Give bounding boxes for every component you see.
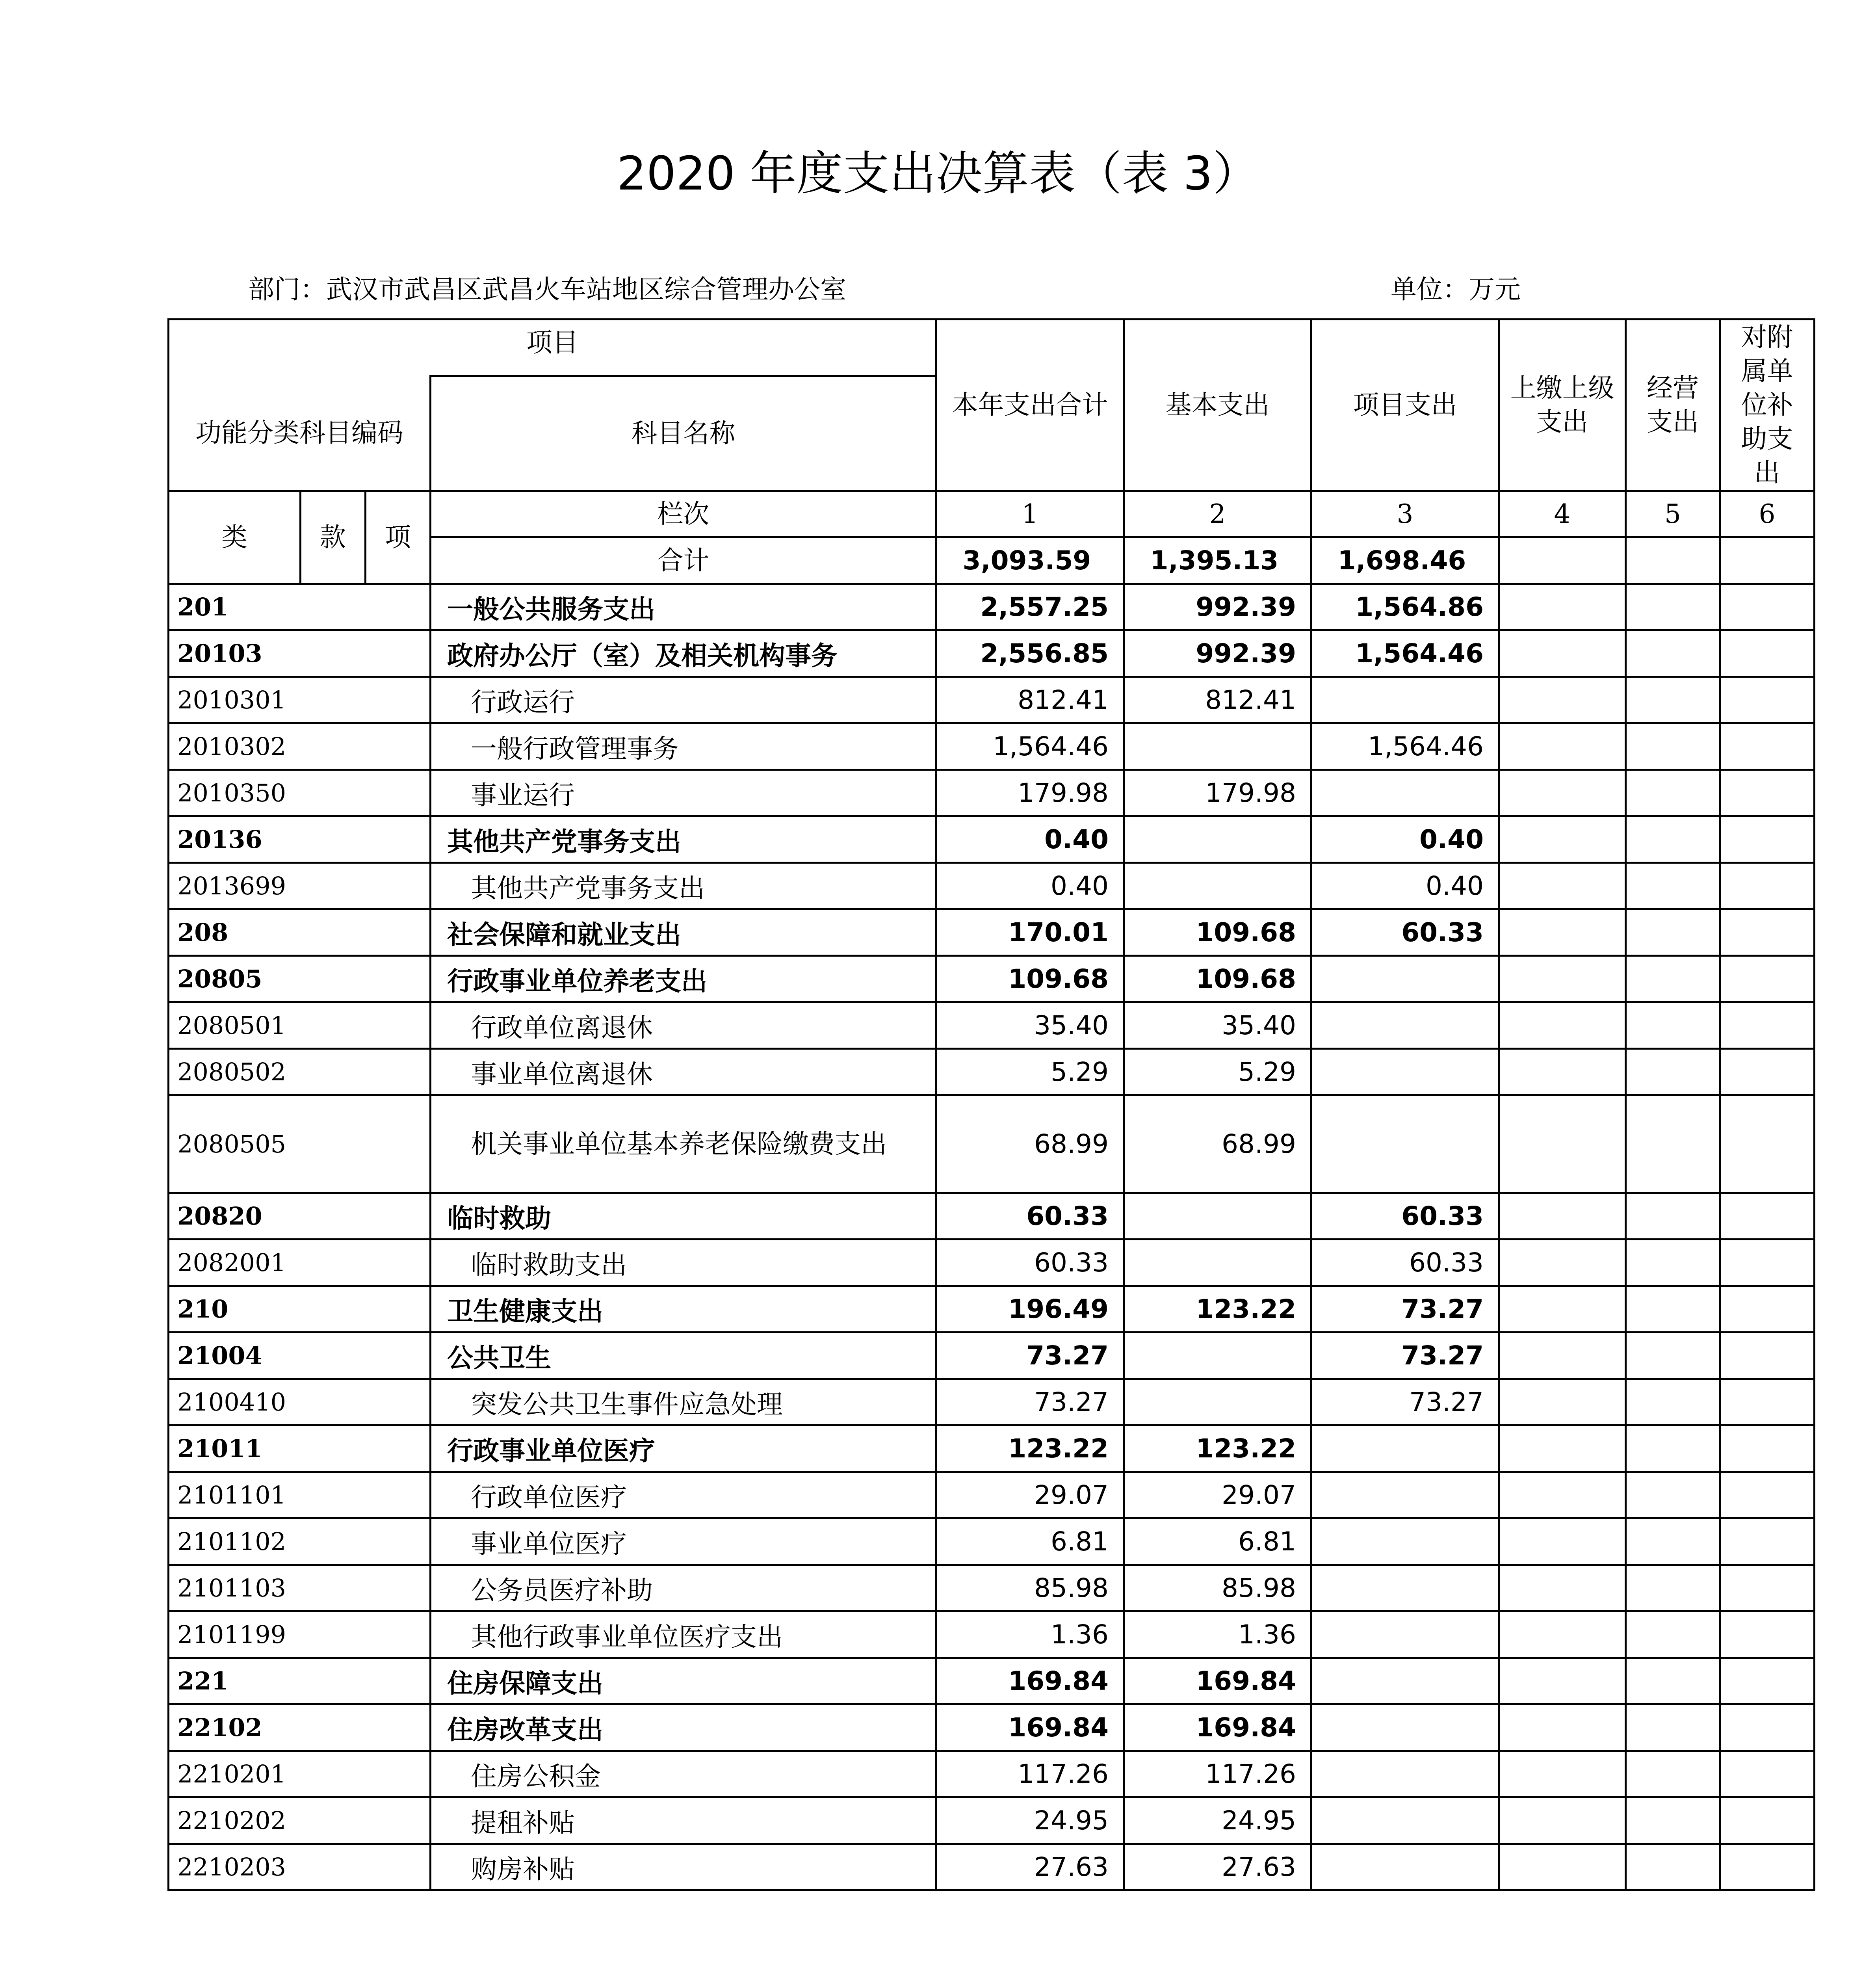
upper-value	[1499, 1193, 1626, 1240]
basic-value: 179.98	[1124, 770, 1311, 816]
total-value: 123.22	[936, 1425, 1124, 1472]
project-value: 73.27	[1311, 1286, 1499, 1333]
table-row	[169, 1193, 1815, 1240]
subject-code: 2101199	[169, 1611, 431, 1658]
subject-name: 其他行政事业单位医疗支出	[431, 1611, 936, 1658]
table-row	[169, 1518, 1815, 1565]
business-value	[1626, 1049, 1720, 1095]
header-basic: 基本支出	[1124, 320, 1311, 491]
basic-value: 68.99	[1124, 1095, 1311, 1193]
table-row	[169, 1002, 1815, 1049]
table-row	[169, 1751, 1815, 1797]
basic-value: 1.36	[1124, 1611, 1311, 1658]
basic-value: 812.41	[1124, 677, 1311, 723]
subsidy-value	[1720, 956, 1815, 1002]
subject-name: 一般公共服务支出	[431, 584, 936, 630]
business-value	[1626, 1472, 1720, 1518]
table-row	[169, 1611, 1815, 1658]
total-value: 5.29	[936, 1049, 1124, 1095]
header-project: 项目支出	[1311, 320, 1499, 491]
total-value: 0.40	[936, 863, 1124, 909]
subject-name: 社会保障和就业支出	[431, 909, 936, 956]
upper-value	[1499, 956, 1626, 1002]
subsidy-value	[1720, 1333, 1815, 1379]
table-row	[169, 1565, 1815, 1611]
subject-code: 22102	[169, 1704, 431, 1751]
basic-value: 169.84	[1124, 1658, 1311, 1704]
project-value: 60.33	[1311, 1193, 1499, 1240]
business-value	[1626, 677, 1720, 723]
table-row	[169, 1797, 1815, 1844]
total-value: 85.98	[936, 1565, 1124, 1611]
upper-value	[1499, 1333, 1626, 1379]
table-row	[169, 630, 1815, 677]
subject-code: 21011	[169, 1425, 431, 1472]
project-value	[1311, 1425, 1499, 1472]
subsidy-value	[1720, 1844, 1815, 1890]
subsidy-value	[1720, 1611, 1815, 1658]
subject-code: 2010350	[169, 770, 431, 816]
subject-code: 221	[169, 1658, 431, 1704]
basic-value: 992.39	[1124, 630, 1311, 677]
header-func-code: 功能分类科目编码	[169, 376, 431, 491]
total-value: 169.84	[936, 1658, 1124, 1704]
upper-value	[1499, 1518, 1626, 1565]
subject-name: 公务员医疗补助	[431, 1565, 936, 1611]
business-value	[1626, 1286, 1720, 1333]
table-row	[169, 1425, 1815, 1472]
business-value	[1626, 1565, 1720, 1611]
subsidy-value	[1720, 1193, 1815, 1240]
total-value: 1,564.46	[936, 723, 1124, 770]
total-value: 27.63	[936, 1844, 1124, 1890]
subject-code: 201	[169, 584, 431, 630]
business-value	[1626, 816, 1720, 863]
subject-name: 提租补贴	[431, 1797, 936, 1844]
project-value	[1311, 1844, 1499, 1890]
upper-value	[1499, 1240, 1626, 1286]
upper-value	[1499, 816, 1626, 863]
table-row	[169, 1286, 1815, 1333]
subsidy-value	[1720, 1002, 1815, 1049]
business-value	[1626, 1193, 1720, 1240]
project-value	[1311, 1797, 1499, 1844]
basic-value	[1124, 1240, 1311, 1286]
total-value: 196.49	[936, 1286, 1124, 1333]
basic-value: 109.68	[1124, 956, 1311, 1002]
project-value	[1311, 1518, 1499, 1565]
subject-name: 政府办公厅（室）及相关机构事务	[431, 630, 936, 677]
project-value	[1311, 1049, 1499, 1095]
total-value: 1.36	[936, 1611, 1124, 1658]
subsidy-value	[1720, 584, 1815, 630]
col-number-1: 1	[936, 491, 1124, 537]
subject-name: 事业单位医疗	[431, 1518, 936, 1565]
project-value: 1,564.86	[1311, 584, 1499, 630]
basic-value: 29.07	[1124, 1472, 1311, 1518]
basic-value: 27.63	[1124, 1844, 1311, 1890]
department-label: 部门：武汉市武昌区武昌火车站地区综合管理办公室	[248, 274, 846, 305]
subsidy-value	[1720, 1751, 1815, 1797]
project-value	[1311, 956, 1499, 1002]
subject-name: 事业单位离退休	[431, 1049, 936, 1095]
table-row	[169, 1333, 1815, 1379]
page-title: 2020 年度支出决算表（表 3）	[617, 146, 1259, 201]
upper-value	[1499, 909, 1626, 956]
subsidy-value	[1720, 863, 1815, 909]
subsidy-value	[1720, 1379, 1815, 1425]
subject-name: 行政事业单位医疗	[431, 1425, 936, 1472]
subsidy-value	[1720, 909, 1815, 956]
project-value: 73.27	[1311, 1379, 1499, 1425]
table-row	[169, 1095, 1815, 1193]
subject-code: 2210203	[169, 1844, 431, 1890]
expenditure-table	[167, 318, 1815, 1891]
business-value	[1626, 1002, 1720, 1049]
basic-value: 35.40	[1124, 1002, 1311, 1049]
table-row	[169, 723, 1815, 770]
upper-value	[1499, 1379, 1626, 1425]
project-value	[1311, 677, 1499, 723]
subsidy-value	[1720, 1704, 1815, 1751]
business-value	[1626, 1518, 1720, 1565]
subject-code: 2082001	[169, 1240, 431, 1286]
table-row	[169, 1379, 1815, 1425]
upper-value	[1499, 1658, 1626, 1704]
basic-value	[1124, 1193, 1311, 1240]
total-value: 2,556.85	[936, 630, 1124, 677]
subject-name: 行政运行	[431, 677, 936, 723]
subject-name: 其他共产党事务支出	[431, 863, 936, 909]
upper-value	[1499, 770, 1626, 816]
business-value	[1626, 1797, 1720, 1844]
subject-code: 21004	[169, 1333, 431, 1379]
subject-code: 2080505	[169, 1095, 431, 1193]
upper-value	[1499, 630, 1626, 677]
business-value	[1626, 863, 1720, 909]
upper-value	[1499, 1049, 1626, 1095]
project-value	[1311, 770, 1499, 816]
total-value: 60.33	[936, 1240, 1124, 1286]
project-value: 0.40	[1311, 863, 1499, 909]
basic-value: 992.39	[1124, 584, 1311, 630]
total-value: 179.98	[936, 770, 1124, 816]
header-lei: 类	[169, 491, 301, 584]
basic-value	[1124, 723, 1311, 770]
total-value: 24.95	[936, 1797, 1124, 1844]
subject-name: 购房补贴	[431, 1844, 936, 1890]
business-value	[1626, 1379, 1720, 1425]
total-value: 170.01	[936, 909, 1124, 956]
col-number-5: 5	[1626, 491, 1720, 537]
basic-value	[1124, 816, 1311, 863]
sum-upper	[1499, 537, 1626, 584]
project-value: 60.33	[1311, 909, 1499, 956]
basic-value: 6.81	[1124, 1518, 1311, 1565]
header-subsidy: 对附属单位补助支出	[1720, 320, 1815, 491]
subject-code: 2010302	[169, 723, 431, 770]
total-value: 0.40	[936, 816, 1124, 863]
sum-subsidy	[1720, 537, 1815, 584]
upper-value	[1499, 1002, 1626, 1049]
project-value	[1311, 1704, 1499, 1751]
upper-value	[1499, 1472, 1626, 1518]
total-value: 73.27	[936, 1379, 1124, 1425]
subject-name: 突发公共卫生事件应急处理	[431, 1379, 936, 1425]
subsidy-value	[1720, 1472, 1815, 1518]
basic-value: 117.26	[1124, 1751, 1311, 1797]
basic-value: 5.29	[1124, 1049, 1311, 1095]
subsidy-value	[1720, 1049, 1815, 1095]
table-row	[169, 770, 1815, 816]
total-value: 117.26	[936, 1751, 1124, 1797]
subject-code: 2010301	[169, 677, 431, 723]
header-business: 经营支出	[1626, 320, 1720, 491]
subject-name: 卫生健康支出	[431, 1286, 936, 1333]
business-value	[1626, 1658, 1720, 1704]
business-value	[1626, 1333, 1720, 1379]
subject-code: 2080502	[169, 1049, 431, 1095]
subject-name: 公共卫生	[431, 1333, 936, 1379]
total-value: 109.68	[936, 956, 1124, 1002]
subsidy-value	[1720, 1240, 1815, 1286]
header-upper: 上缴上级支出	[1499, 320, 1626, 491]
header-total: 本年支出合计	[936, 320, 1124, 491]
table-row	[169, 956, 1815, 1002]
total-value: 169.84	[936, 1704, 1124, 1751]
subject-code: 2100410	[169, 1379, 431, 1425]
total-value: 73.27	[936, 1333, 1124, 1379]
subject-code: 210	[169, 1286, 431, 1333]
subject-code: 20136	[169, 816, 431, 863]
upper-value	[1499, 1797, 1626, 1844]
business-value	[1626, 584, 1720, 630]
subject-code: 2101103	[169, 1565, 431, 1611]
subject-code: 2210202	[169, 1797, 431, 1844]
subject-name: 其他共产党事务支出	[431, 816, 936, 863]
sum-label: 合计	[431, 537, 936, 584]
business-value	[1626, 956, 1720, 1002]
subject-code: 2101102	[169, 1518, 431, 1565]
upper-value	[1499, 1565, 1626, 1611]
upper-value	[1499, 1844, 1626, 1890]
total-value: 68.99	[936, 1095, 1124, 1193]
subject-code: 2080501	[169, 1002, 431, 1049]
subject-name: 事业运行	[431, 770, 936, 816]
business-value	[1626, 723, 1720, 770]
business-value	[1626, 1611, 1720, 1658]
project-value	[1311, 1002, 1499, 1049]
subject-name: 行政单位医疗	[431, 1472, 936, 1518]
table-row	[169, 1049, 1815, 1095]
subject-code: 20820	[169, 1193, 431, 1240]
basic-value: 85.98	[1124, 1565, 1311, 1611]
business-value	[1626, 1844, 1720, 1890]
project-value	[1311, 1751, 1499, 1797]
table-row	[169, 816, 1815, 863]
total-value: 35.40	[936, 1002, 1124, 1049]
table-row	[169, 1658, 1815, 1704]
project-value: 0.40	[1311, 816, 1499, 863]
col-number-4: 4	[1499, 491, 1626, 537]
business-value	[1626, 630, 1720, 677]
project-value: 73.27	[1311, 1333, 1499, 1379]
sum-basic: 1,395.13	[1124, 537, 1311, 584]
header-column-label: 栏次	[431, 491, 936, 537]
subsidy-value	[1720, 1425, 1815, 1472]
header-xiang: 项	[366, 491, 431, 584]
subject-name: 住房改革支出	[431, 1704, 936, 1751]
subject-code: 20103	[169, 630, 431, 677]
subject-code: 20805	[169, 956, 431, 1002]
unit-label: 单位：万元	[1391, 274, 1521, 305]
subsidy-value	[1720, 630, 1815, 677]
header-item: 项目	[169, 320, 936, 376]
business-value	[1626, 1240, 1720, 1286]
subsidy-value	[1720, 1658, 1815, 1704]
basic-value: 123.22	[1124, 1425, 1311, 1472]
upper-value	[1499, 1095, 1626, 1193]
subject-code: 208	[169, 909, 431, 956]
total-value: 2,557.25	[936, 584, 1124, 630]
project-value	[1311, 1611, 1499, 1658]
project-value	[1311, 1472, 1499, 1518]
basic-value	[1124, 1333, 1311, 1379]
col-number-3: 3	[1311, 491, 1499, 537]
subsidy-value	[1720, 1095, 1815, 1193]
basic-value	[1124, 1379, 1311, 1425]
business-value	[1626, 1704, 1720, 1751]
project-value: 1,564.46	[1311, 723, 1499, 770]
sum-total: 3,093.59	[936, 537, 1124, 584]
upper-value	[1499, 723, 1626, 770]
upper-value	[1499, 863, 1626, 909]
header-kuan: 款	[301, 491, 366, 584]
total-value: 6.81	[936, 1518, 1124, 1565]
subject-name: 临时救助	[431, 1193, 936, 1240]
subject-name: 一般行政管理事务	[431, 723, 936, 770]
col-number-2: 2	[1124, 491, 1311, 537]
header-subject-name: 科目名称	[431, 376, 936, 491]
basic-value: 109.68	[1124, 909, 1311, 956]
basic-value: 123.22	[1124, 1286, 1311, 1333]
total-value: 812.41	[936, 677, 1124, 723]
upper-value	[1499, 1751, 1626, 1797]
project-value	[1311, 1565, 1499, 1611]
basic-value: 24.95	[1124, 1797, 1311, 1844]
table-row	[169, 909, 1815, 956]
subsidy-value	[1720, 1518, 1815, 1565]
table-row	[169, 1844, 1815, 1890]
business-value	[1626, 770, 1720, 816]
subsidy-value	[1720, 1565, 1815, 1611]
upper-value	[1499, 1611, 1626, 1658]
table-row	[169, 584, 1815, 630]
upper-value	[1499, 677, 1626, 723]
subsidy-value	[1720, 1286, 1815, 1333]
business-value	[1626, 909, 1720, 956]
subject-name: 机关事业单位基本养老保险缴费支出	[431, 1095, 936, 1193]
subsidy-value	[1720, 816, 1815, 863]
subject-name: 行政单位离退休	[431, 1002, 936, 1049]
project-value	[1311, 1095, 1499, 1193]
subsidy-value	[1720, 677, 1815, 723]
subject-code: 2101101	[169, 1472, 431, 1518]
table-row	[169, 1472, 1815, 1518]
subsidy-value	[1720, 723, 1815, 770]
project-value: 60.33	[1311, 1240, 1499, 1286]
subject-code: 2210201	[169, 1751, 431, 1797]
subject-name: 住房保障支出	[431, 1658, 936, 1704]
col-number-6: 6	[1720, 491, 1815, 537]
total-value: 29.07	[936, 1472, 1124, 1518]
business-value	[1626, 1751, 1720, 1797]
business-value	[1626, 1095, 1720, 1193]
subsidy-value	[1720, 1797, 1815, 1844]
sum-business	[1626, 537, 1720, 584]
sum-project: 1,698.46	[1311, 537, 1499, 584]
subject-name: 行政事业单位养老支出	[431, 956, 936, 1002]
subject-code: 2013699	[169, 863, 431, 909]
subject-name: 住房公积金	[431, 1751, 936, 1797]
upper-value	[1499, 1704, 1626, 1751]
basic-value: 169.84	[1124, 1704, 1311, 1751]
project-value	[1311, 1658, 1499, 1704]
upper-value	[1499, 584, 1626, 630]
total-value: 60.33	[936, 1193, 1124, 1240]
table-row	[169, 863, 1815, 909]
table-row	[169, 1240, 1815, 1286]
subsidy-value	[1720, 770, 1815, 816]
project-value: 1,564.46	[1311, 630, 1499, 677]
table-row	[169, 1704, 1815, 1751]
upper-value	[1499, 1286, 1626, 1333]
upper-value	[1499, 1425, 1626, 1472]
table-row	[169, 677, 1815, 723]
subject-name: 临时救助支出	[431, 1240, 936, 1286]
business-value	[1626, 1425, 1720, 1472]
basic-value	[1124, 863, 1311, 909]
